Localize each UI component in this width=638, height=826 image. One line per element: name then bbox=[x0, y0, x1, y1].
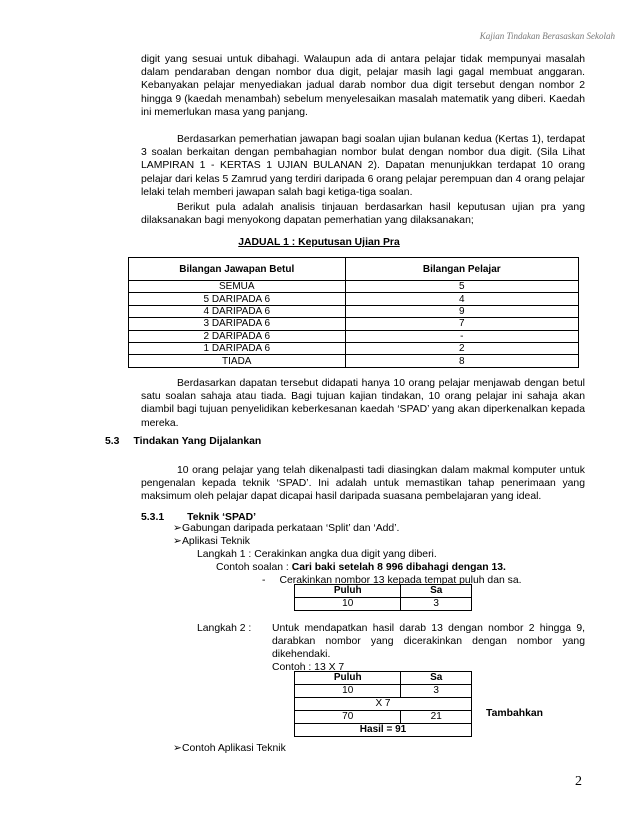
decompose-step: - Cerakinkan nombor 13 kepada tempat puluh dan sa. bbox=[262, 575, 522, 586]
table-cell: 5 DARIPADA 6 bbox=[129, 293, 346, 305]
paragraph-2: Berdasarkan pemerhatian jawapan bagi soalan ujian bulanan kedua (Kertas 1), terdapat 3 soalan berkaitan dengan pembahagian nombor bulat dengan nombor dua digit. (Sila Lihat LAMPIRAN 1 - KERTAS 1 UJIAN BULANAN 2). Dapatan menunjukkan terdapat 10 orang pelajar dari kelas 5 Zamrud yang terdiri daripada 6 orang pelajar perempuan dan 4 orang pelajar lelaki telah memberi jawapan salah bagi ketiga-tiga soalan. bbox=[141, 134, 585, 198]
table-cell: 4 bbox=[345, 293, 578, 305]
table-cell: 70 bbox=[295, 711, 401, 724]
table-cell: 8 bbox=[345, 355, 578, 367]
table-cell: 4 DARIPADA 6 bbox=[129, 305, 346, 317]
table-row bbox=[129, 330, 579, 342]
table-cell: 1 DARIPADA 6 bbox=[129, 342, 346, 354]
bullet-item: ➢Contoh Aplikasi Teknik bbox=[173, 743, 286, 754]
paragraph-1: digit yang sesuai untuk dibahagi. Walaupun ada di antara pelajar tidak mempunyai masalah dalam pendaraban dengan nombor dua digit, pelajar masih lagi gagal membuat anggaran. Kebanyakan pelajar menyediakan jadual darab nombor dua digit tersebut dengan nombor 2 hingga 9 (kaedah menambah) sebelum menyelesaikan masalah matematik yang diberi. Kaedah ini memerlukan masa yang panjang. bbox=[141, 54, 585, 118]
step-label: Langkah 2 : bbox=[197, 623, 252, 634]
arrow-bullet-icon: ➢ bbox=[173, 536, 182, 547]
table-cell: 9 bbox=[345, 305, 578, 317]
bullet-item: ➢Gabungan daripada perkataan ‘Split’ dan ‘Add’. bbox=[173, 523, 400, 534]
step-label: Langkah 1 : bbox=[197, 549, 252, 560]
paragraph-4: Berdasarkan dapatan tersebut didapati hanya 10 orang pelajar menjawab dengan betul satu soalan sahaja atau tiada. Bagi tujuan kajian tindakan, 10 orang pelajar ini sahaja akan diambil bagi tujuan penyelidikan keberkesanan kaedah ‘SPAD’ yang akan diperkenalkan kepada mereka. bbox=[141, 378, 585, 429]
table-cell: 2 DARIPADA 6 bbox=[129, 330, 346, 342]
step-text: Cerakinkan angka dua digit yang diberi. bbox=[254, 549, 437, 560]
table-cell: 2 bbox=[345, 342, 578, 354]
table-cell: - bbox=[345, 330, 578, 342]
table-cell: 7 bbox=[345, 318, 578, 330]
table-row bbox=[129, 281, 579, 293]
table-row bbox=[129, 293, 579, 305]
column-header: Sa bbox=[401, 585, 472, 598]
table-cell: 3 bbox=[401, 598, 472, 611]
table-cell: X 7 bbox=[295, 698, 472, 711]
table-row bbox=[129, 318, 579, 330]
table-row bbox=[129, 342, 579, 354]
table-cell: 5 bbox=[345, 281, 578, 293]
place-value-table bbox=[294, 584, 472, 611]
langkah-1 bbox=[197, 548, 437, 561]
example-question bbox=[216, 561, 506, 574]
table-row bbox=[129, 305, 579, 317]
section-number: 5.3 bbox=[105, 436, 120, 447]
running-header: Kajian Tindakan Berasaskan Sekolah bbox=[479, 31, 615, 41]
column-header: Puluh bbox=[295, 585, 401, 598]
example-line: Contoh : 13 X 7 bbox=[272, 662, 345, 673]
table-cell: 21 bbox=[401, 711, 472, 724]
multiplication-table bbox=[294, 671, 472, 737]
page-number: 2 bbox=[575, 774, 582, 789]
table-cell: 3 DARIPADA 6 bbox=[129, 318, 346, 330]
arrow-bullet-icon: ➢ bbox=[173, 743, 182, 754]
bullet-item: ➢Aplikasi Teknik bbox=[173, 536, 250, 547]
results-table bbox=[128, 257, 579, 368]
example-label: Contoh soalan : bbox=[216, 562, 289, 573]
column-header: Bilangan Pelajar bbox=[345, 258, 578, 281]
table-1-caption: JADUAL 1 : Keputusan Ujian Pra bbox=[238, 237, 400, 248]
column-header: Sa bbox=[401, 672, 472, 685]
section-title: Teknik ‘SPAD’ bbox=[187, 512, 257, 523]
column-header: Puluh bbox=[295, 672, 401, 685]
paragraph-5: 10 orang pelajar yang telah dikenalpasti tadi diasingkan dalam makmal komputer untuk pengenalan kepada teknik ‘SPAD’. Ini adalah untuk memastikan tahap penerimaan yang maksimum oleh pelajar dapat dicapai hasil daripada suasana pembelajaran yang ideal. bbox=[141, 465, 585, 503]
paragraph-3: Berikut pula adalah analisis tinjauan berdasarkan hasil keputusan ujian pra yang dilaksanakan bagi menyokong dapatan pemerhatian yang dilaksanakan; bbox=[141, 202, 585, 227]
table-cell: 10 bbox=[295, 598, 401, 611]
table-cell: TIADA bbox=[129, 355, 346, 367]
side-note: Tambahkan bbox=[486, 708, 543, 719]
section-number: 5.3.1 bbox=[141, 512, 165, 523]
section-title: Tindakan Yang Dijalankan bbox=[133, 436, 262, 447]
table-cell: Hasil = 91 bbox=[295, 724, 472, 737]
step-text: Untuk mendapatkan hasil darab 13 dengan nombor 2 hingga 9, darabkan nombor yang dicerakinkan dengan nombor yang dikehendaki. bbox=[272, 623, 585, 660]
example-text: Cari baki setelah 8 996 dibahagi dengan 13. bbox=[291, 562, 506, 573]
table-row bbox=[129, 355, 579, 367]
table-cell: 3 bbox=[401, 685, 472, 698]
table-cell: 10 bbox=[295, 685, 401, 698]
arrow-bullet-icon: ➢ bbox=[173, 523, 182, 534]
table-header-row bbox=[129, 258, 579, 281]
section-heading-5-3 bbox=[105, 436, 261, 447]
table-cell: SEMUA bbox=[129, 281, 346, 293]
column-header: Bilangan Jawapan Betul bbox=[129, 258, 346, 281]
